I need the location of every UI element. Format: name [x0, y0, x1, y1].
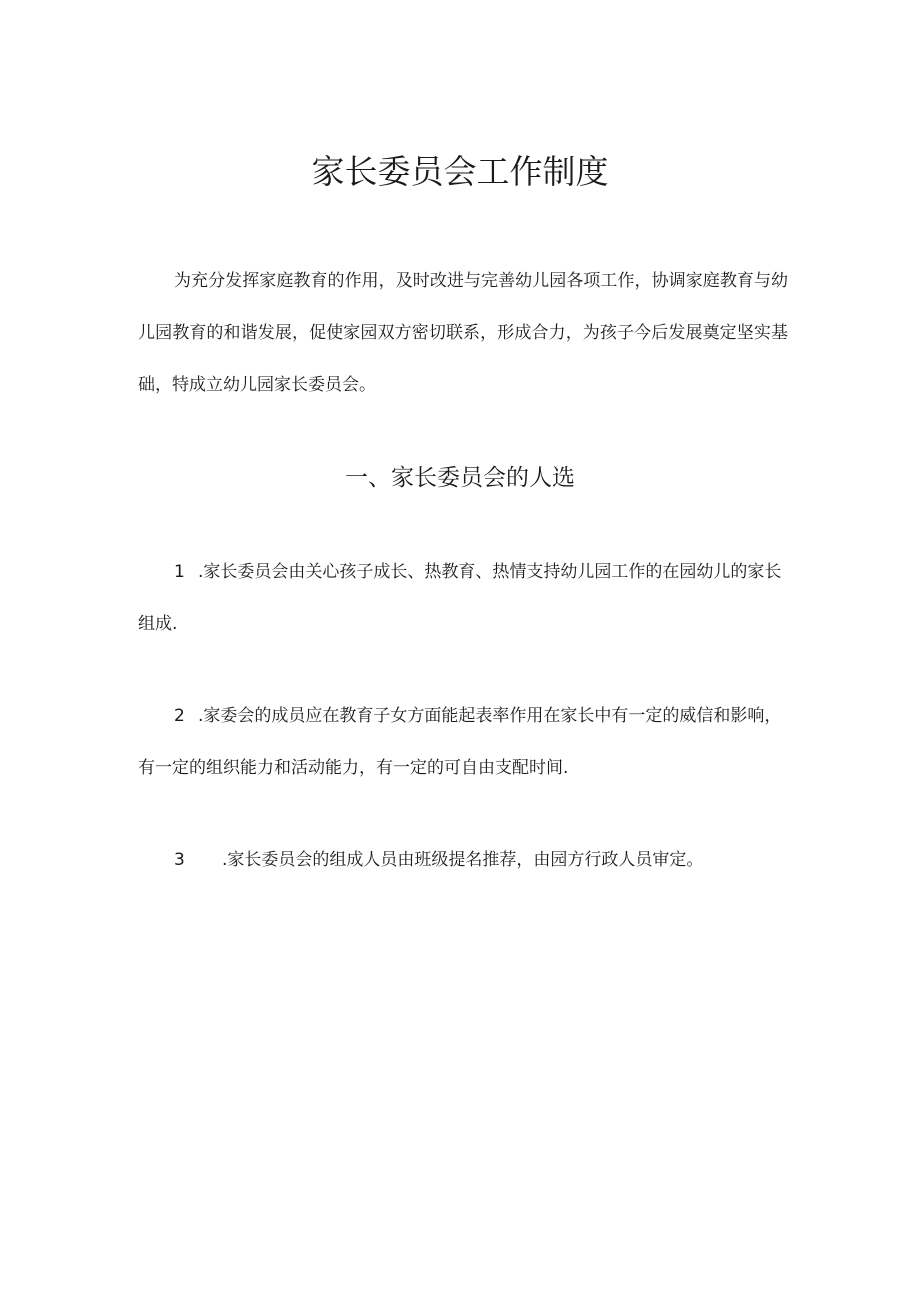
document-title: 家长委员会工作制度 — [311, 152, 609, 191]
item-number: 1 — [174, 562, 185, 582]
list-item — [138, 690, 788, 794]
item-text: .家委会的成员应在教育子女方面能起表率作用在家长中有一定的威信和影响，有一定的组织能力和活动能力，有一定的可自由支配时间. — [138, 706, 782, 778]
intro-paragraph: 为充分发挥家庭教育的作用，及时改进与完善幼儿园各项工作，协调家庭教育与幼儿园教育的和谐发展，促使家园双方密切联系，形成合力，为孩子今后发展奠定坚实基础，特成立幼儿园家长委员会。 — [138, 271, 788, 395]
list-item — [138, 546, 788, 650]
section-heading: 一、家长委员会的人选 — [345, 465, 575, 491]
item-text: .家长委员会由关心孩子成长、热教育、热情支持幼儿园工作的在园幼儿的家长组成. — [138, 562, 782, 634]
item-number: 3 — [174, 850, 185, 870]
item-text: .家长委员会的组成人员由班级提名推荐，由园方行政人员审定。 — [222, 850, 704, 870]
list-item — [138, 834, 788, 886]
item-number: 2 — [174, 706, 185, 726]
